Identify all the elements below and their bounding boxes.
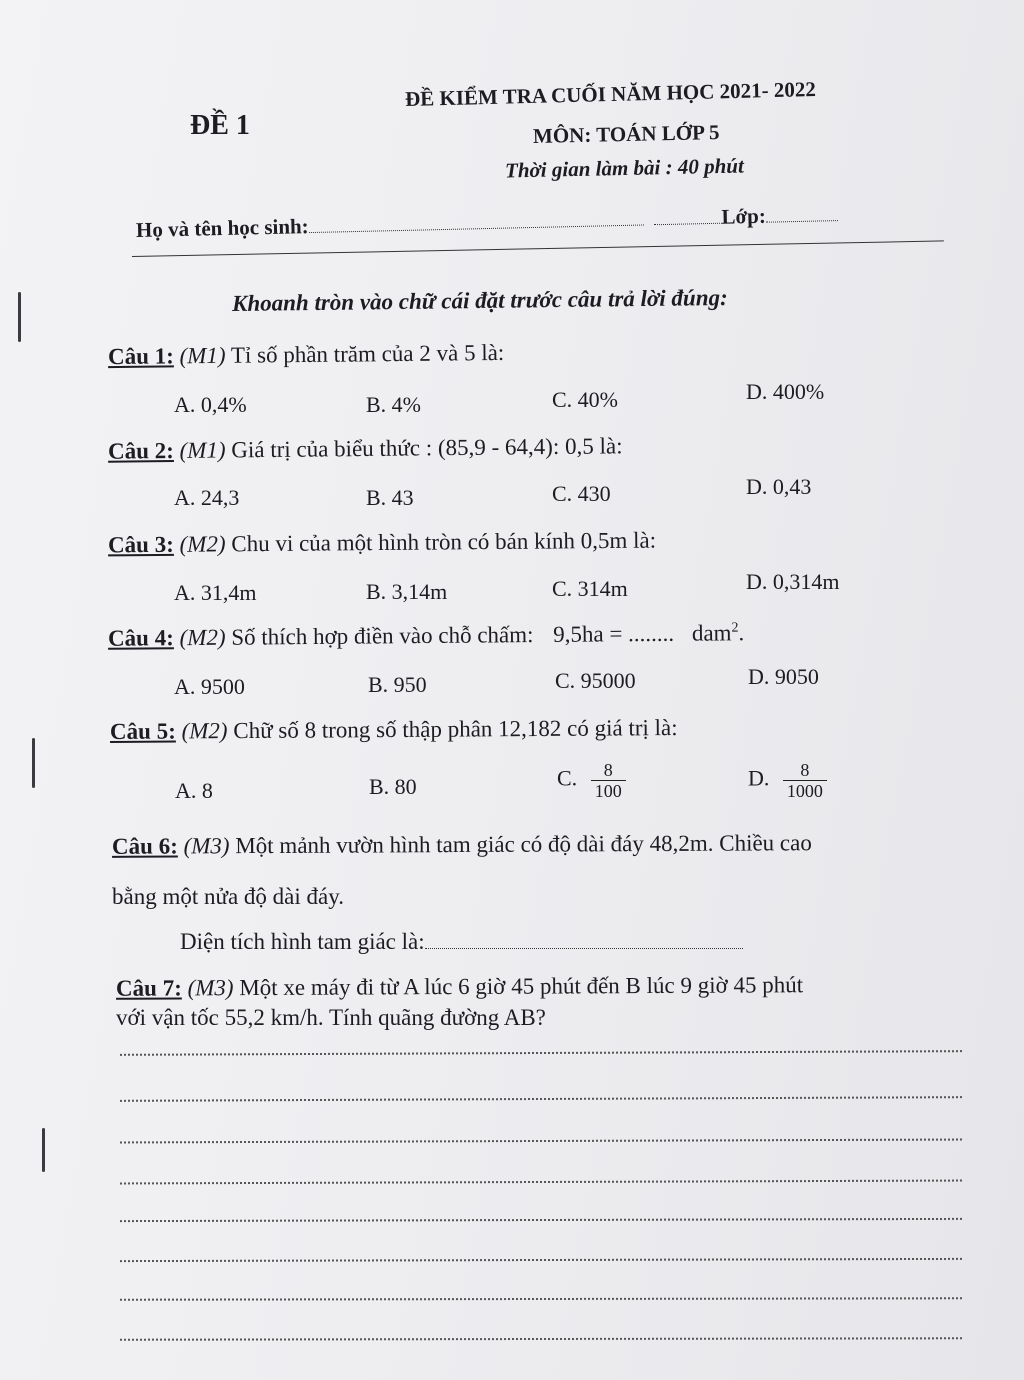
question-5-label: Câu 5: [109,718,176,744]
question-5-text: Chữ số 8 trong số thập phân 12,182 có giá trị là: [233,715,678,744]
header-divider [132,240,944,257]
q5-option-d-fraction [783,760,827,801]
question-3-level: (M2) [179,531,226,557]
q2-option-b[interactable]: B. 43 [366,485,414,510]
question-1-label: Câu 1: [107,343,174,370]
q3-option-a[interactable]: A. 31,4m [174,580,257,605]
q1-option-c[interactable]: C. 40% [552,387,618,412]
student-class-gap [653,205,721,226]
question-1-level: (M1) [179,342,226,369]
answer-line[interactable] [120,1139,962,1144]
q5-option-d[interactable] [748,760,827,801]
question-7-label: Câu 7: [115,975,182,1001]
q5-option-c[interactable] [557,760,626,801]
q2-option-c[interactable]: C. 430 [552,481,611,506]
question-3-label: Câu 3: [107,531,174,558]
question-7-level: (M3) [187,975,234,1001]
binding-mark [18,292,21,342]
q5-option-c-numerator: 8 [603,760,613,780]
question-2-level: (M1) [179,437,226,463]
q5-option-c-letter: C. [557,765,578,791]
exam-time: Thời gian làm bài : 40 phút [504,153,745,183]
q5-option-c-fraction [591,760,626,801]
question-2 [108,433,623,464]
question-4-unit: dam [691,620,732,646]
question-6-text-line1: Một mảnh vườn hình tam giác có độ dài đáy 48,2m. Chiều cao [235,830,812,859]
answer-line[interactable] [120,1050,962,1056]
student-name-field[interactable] [308,206,643,233]
question-6-label: Câu 6: [111,833,178,859]
q4-option-b[interactable]: B. 950 [368,672,427,697]
q5-option-d-denominator: 1000 [783,780,827,801]
question-4 [108,620,744,652]
question-4-text: Số thích hợp điền vào chỗ chấm: [231,622,534,650]
binding-mark [42,1128,45,1172]
question-6-answer-prompt: Diện tích hình tam giác là: [180,929,425,954]
q5-option-c-denominator: 100 [591,780,626,801]
question-7 [116,972,803,1002]
question-7-text-line1: Một xe máy đi từ A lúc 6 giờ 45 phút đến B lúc 9 giờ 45 phút [239,972,804,1001]
q1-option-a[interactable]: A. 0,4% [174,392,247,417]
q3-option-b[interactable]: B. 3,14m [366,579,448,604]
q5-option-b[interactable]: B. 80 [369,774,417,799]
q2-option-d[interactable]: D. 0,43 [746,474,812,499]
answer-line[interactable] [120,1180,962,1185]
exam-title: ĐỀ KIỂM TRA CUỐI NĂM HỌC 2021- 2022 [404,76,817,112]
student-class-label: Lớp: [721,203,767,229]
question-6-answer-field[interactable] [425,930,743,949]
exam-subject: MÔN: TOÁN LỚP 5 [532,120,720,148]
question-3 [108,528,656,559]
student-info-row [136,202,838,243]
question-4-unit-exp: 2 [731,620,739,636]
question-1 [108,340,505,370]
question-6 [112,830,812,860]
question-3-text: Chu vi của một hình tròn có bán kính 0,5m là: [231,527,657,557]
question-4-label: Câu 4: [107,625,174,651]
q4-option-d[interactable]: D. 9050 [748,664,819,689]
answer-line[interactable] [120,1297,962,1300]
question-2-text: Giá trị của biểu thức : (85,9 - 64,4): 0,5 là: [231,433,623,463]
instruction: Khoanh tròn vào chữ cái đặt trước câu trả lời đúng: [231,284,728,317]
answer-line[interactable] [120,1258,962,1262]
answer-line[interactable] [120,1218,962,1222]
question-4-unit-end: . [738,620,745,646]
q3-option-c[interactable]: C. 314m [552,576,628,601]
student-class-field[interactable] [766,202,838,223]
q5-option-d-letter: D. [748,765,770,791]
binding-mark [32,738,35,788]
q2-option-a[interactable]: A. 24,3 [174,485,240,510]
answer-line[interactable] [120,1096,962,1102]
q1-option-d[interactable]: D. 400% [746,379,825,404]
question-6-answer-row [180,929,743,955]
question-4-expr: 9,5ha = ........ [553,620,675,647]
q5-option-a[interactable]: A. 8 [175,778,213,803]
question-7-text-line2: với vận tốc 55,2 km/h. Tính quãng đường AB? [116,1005,546,1030]
q1-option-b[interactable]: B. 4% [366,392,421,417]
question-6-text-line2: bằng một nửa độ dài đáy. [112,884,344,909]
student-name-label: Họ và tên học sinh: [135,214,309,242]
q4-option-c[interactable]: C. 95000 [555,668,636,693]
answer-line[interactable] [120,1337,962,1340]
q5-option-d-numerator: 8 [800,760,810,780]
q4-option-a[interactable]: A. 9500 [174,674,245,699]
question-1-text: Tỉ số phần trăm của 2 và 5 là: [230,339,505,368]
question-6-level: (M3) [183,833,230,859]
question-5-level: (M2) [181,718,228,744]
question-4-level: (M2) [179,624,226,651]
question-5 [110,715,678,745]
question-2-label: Câu 2: [107,438,174,464]
q3-option-d[interactable]: D. 0,314m [746,569,840,594]
exam-number: ĐỀ 1 [190,110,250,141]
